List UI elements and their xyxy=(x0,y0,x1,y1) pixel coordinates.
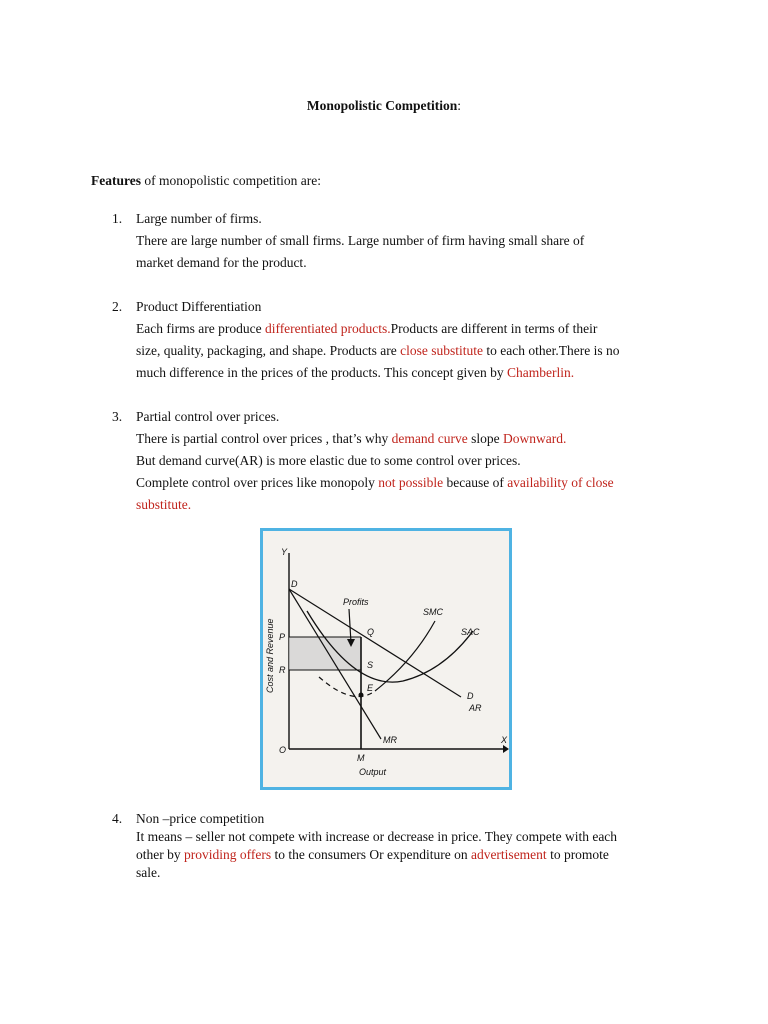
item-line: There are large number of small firms. Large number of firm having small share of xyxy=(136,233,585,248)
item-line: substitute. xyxy=(136,497,192,512)
highlight-text: not possible xyxy=(378,475,444,490)
item-line: sale. xyxy=(136,865,161,880)
highlight-text: differentiated products. xyxy=(264,321,391,336)
e-point xyxy=(359,693,364,698)
text-run: to the consumers Or expenditure on xyxy=(271,847,471,862)
text-run: Each firms are produce xyxy=(136,321,265,336)
item-line: market demand for the product. xyxy=(136,255,307,270)
item-heading: Large number of firms. xyxy=(136,211,262,226)
highlight-text: availability of close xyxy=(507,475,614,490)
p-label: P xyxy=(279,632,286,642)
item-line xyxy=(136,472,672,494)
features-rest: of monopolistic competition are: xyxy=(141,173,321,188)
output-label: Output xyxy=(359,767,387,777)
mr-label: MR xyxy=(383,735,397,745)
x-arrow xyxy=(503,745,509,753)
item-heading: Non –price competition xyxy=(136,811,265,826)
sac-curve xyxy=(307,611,473,682)
y-axis-label: Y xyxy=(281,547,288,557)
highlight-text: demand curve xyxy=(391,431,468,446)
text-run: slope xyxy=(467,431,504,446)
m-label: M xyxy=(357,753,365,763)
cost-revenue-label: Cost and Revenue xyxy=(265,618,275,693)
d-top-label: D xyxy=(291,579,298,589)
text-run: size, quality, packaging, and shape. Products are xyxy=(136,343,401,358)
list-item-4 xyxy=(112,810,672,882)
r-label: R xyxy=(279,665,286,675)
features-intro xyxy=(91,173,321,189)
graph-svg xyxy=(263,531,509,787)
page-title xyxy=(0,98,768,114)
highlight-text: advertisement xyxy=(470,847,547,862)
highlight-text: close substitute xyxy=(400,343,484,358)
x-axis-label: X xyxy=(501,735,508,745)
text-run: because of xyxy=(443,475,508,490)
d-label: D xyxy=(467,691,474,701)
list-item-2 xyxy=(112,296,672,384)
item-line: But demand curve(AR) is more elastic due to some control over prices. xyxy=(136,453,521,468)
profits-label: Profits xyxy=(343,597,369,607)
origin-label: O xyxy=(279,745,287,755)
ar-label: AR xyxy=(469,703,482,713)
item-line: It means – seller not compete with increase or decrease in price. They compete with each xyxy=(136,829,618,844)
item-line xyxy=(136,318,672,340)
item-number: 3. xyxy=(112,409,123,424)
item-line xyxy=(136,340,672,362)
title-text: Monopolistic Competition xyxy=(306,98,458,113)
item-line xyxy=(136,362,672,384)
monopolistic-competition-graph xyxy=(260,528,512,790)
highlight-text: Chamberlin. xyxy=(507,365,575,380)
item-line xyxy=(136,846,672,864)
text-run: Products are different in terms of their xyxy=(390,321,598,336)
text-run: to each other.There is no xyxy=(483,343,620,358)
sac-label: SAC xyxy=(461,627,480,637)
features-bold: Features xyxy=(91,173,141,188)
text-run: to promote xyxy=(546,847,609,862)
text-run: There is partial control over prices , that’s why xyxy=(136,431,392,446)
item-number: 4. xyxy=(112,811,123,826)
title-colon: : xyxy=(457,98,462,113)
s-label: S xyxy=(367,660,374,670)
highlight-text: Downward. xyxy=(503,431,567,446)
item-line xyxy=(136,428,672,450)
list-item-3 xyxy=(112,406,672,516)
text-run: other by xyxy=(136,847,184,862)
item-heading: Product Differentiation xyxy=(136,299,262,314)
highlight-text: providing offers xyxy=(184,847,272,862)
item-heading: Partial control over prices. xyxy=(136,409,280,424)
item-number: 1. xyxy=(112,211,123,226)
smc-label: SMC xyxy=(423,607,443,617)
e-label: E xyxy=(367,683,374,693)
list-item-1 xyxy=(112,208,672,274)
q-label: Q xyxy=(367,627,375,637)
text-run: much difference in the prices of the products. This concept given by xyxy=(136,365,508,380)
item-number: 2. xyxy=(112,299,123,314)
text-run: Complete control over prices like monopoly xyxy=(136,475,379,490)
